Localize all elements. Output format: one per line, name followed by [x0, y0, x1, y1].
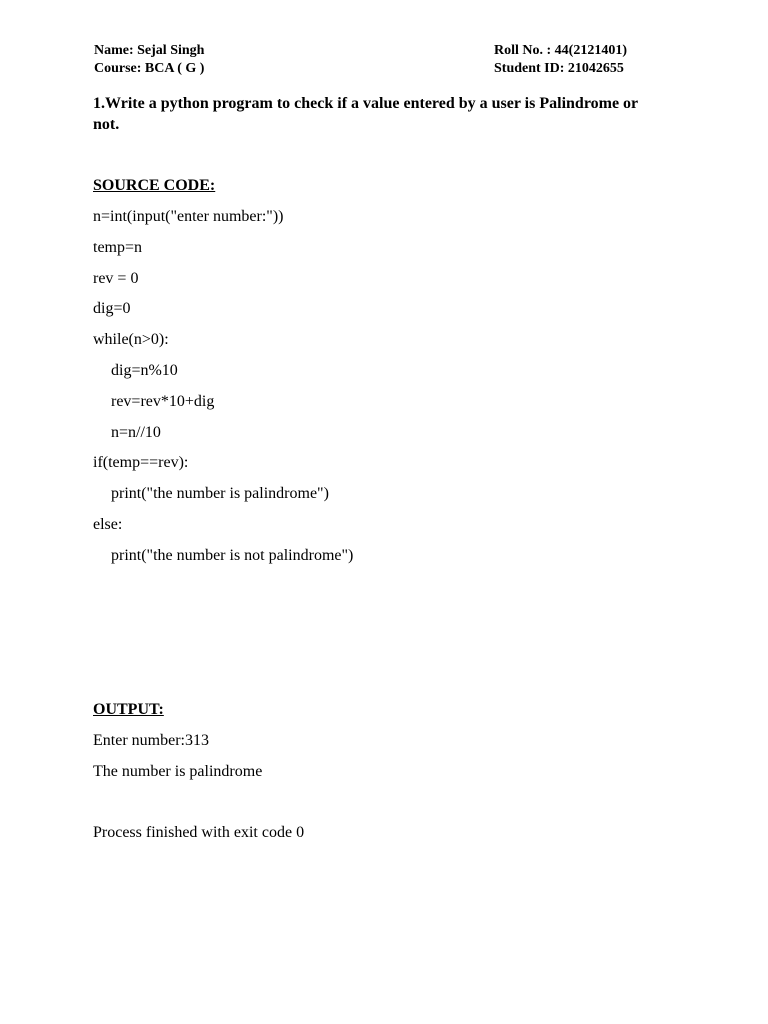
student-name: Name: Sejal Singh: [94, 43, 205, 58]
code-line: n=n//10: [111, 423, 161, 441]
output-spacer: [93, 793, 304, 824]
code-line: n=int(input("enter number:")): [93, 208, 284, 225]
code-line: dig=0: [93, 300, 131, 318]
header-right: [494, 42, 627, 78]
source-code-block: [93, 207, 353, 577]
course: Course: BCA ( G ): [94, 61, 205, 76]
roll-number: Roll No. : 44(2121401): [494, 43, 627, 58]
output-line: The number is palindrome: [93, 762, 263, 780]
question-heading: 1.Write a python program to check if a value entered by a user is Palindrome or not.: [93, 95, 638, 133]
code-line: rev=rev*10+dig: [111, 392, 215, 410]
code-line: if(temp==rev):: [93, 454, 189, 472]
header-left: [94, 42, 204, 78]
source-code-title: SOURCE CODE:: [93, 177, 216, 194]
output-title: OUTPUT:: [93, 701, 164, 718]
code-line: print("the number is not palindrome"): [111, 546, 354, 564]
code-line: temp=n: [93, 238, 143, 256]
code-line: else:: [93, 515, 123, 533]
student-id: Student ID: 21042655: [494, 61, 624, 76]
code-line: rev = 0: [93, 269, 139, 287]
output-line: Process finished with exit code 0: [93, 824, 305, 842]
code-line: while(n>0):: [93, 331, 169, 349]
output-line: Enter number:313: [93, 732, 209, 749]
output-block: [93, 731, 304, 854]
code-line: print("the number is palindrome"): [111, 485, 329, 503]
code-line: dig=n%10: [111, 361, 178, 379]
